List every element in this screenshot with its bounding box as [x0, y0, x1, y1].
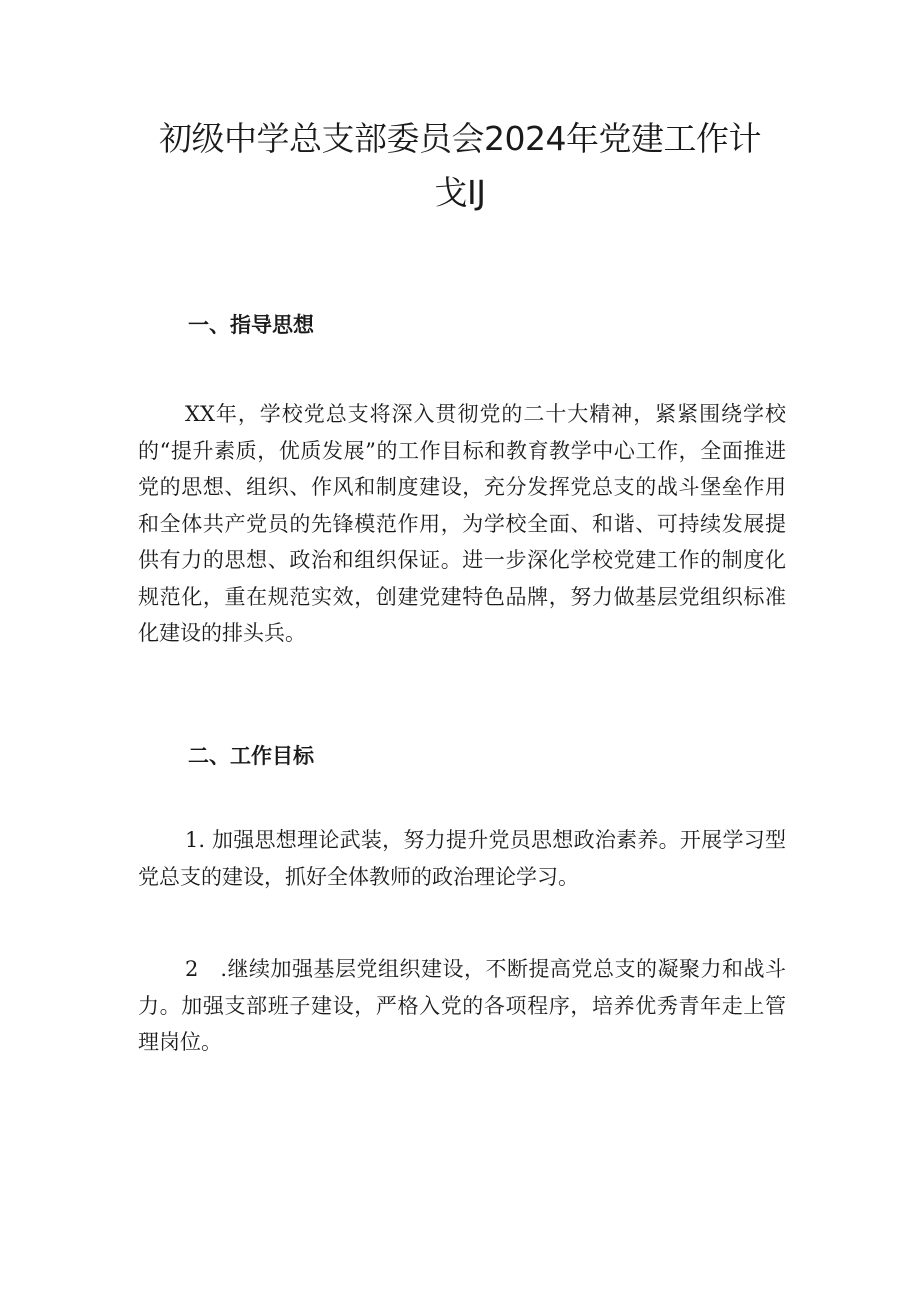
document-title — [120, 112, 800, 220]
paragraph-guiding-ideology: XX年，学校党总支将深入贯彻党的二十大精神，紧紧围绕学校的“提升素质，优质发展”的工作目标和教育教学中心工作，全面推进党的思想、组织、作风和制度建设，充分发挥党总支的战斗堡垒作用和全体共产党员的先锋模范作用，为学校全面、和谐、可持续发展提供有力的思想、政治和组织保证。进一步深化学校党建工作的制度化规范化，重在规范实效，创建党建特色品牌，努力做基层党组织标准化建设的排头兵。 — [138, 402, 786, 645]
document-title-line-2: 戈IJ — [434, 173, 486, 212]
section-heading-work-goals: 二、工作目标 — [188, 743, 314, 768]
document-title-line-1: 初级中学总支部委员会2024年党建工作计 — [159, 119, 761, 158]
section-heading-guiding-ideology: 一、指导思想 — [188, 312, 314, 337]
paragraph-goal-2: 2 .继续加强基层党组织建设，不断提高党总支的凝聚力和战斗力。加强支部班子建设，严格入党的各项程序，培养优秀青年走上管理岗位。 — [138, 957, 786, 1054]
paragraph-goal-1: 1. 加强思想理论武装，努力提升党员思想政治素养。开展学习型党总支的建设，抓好全体教师的政治理论学习。 — [138, 828, 786, 889]
